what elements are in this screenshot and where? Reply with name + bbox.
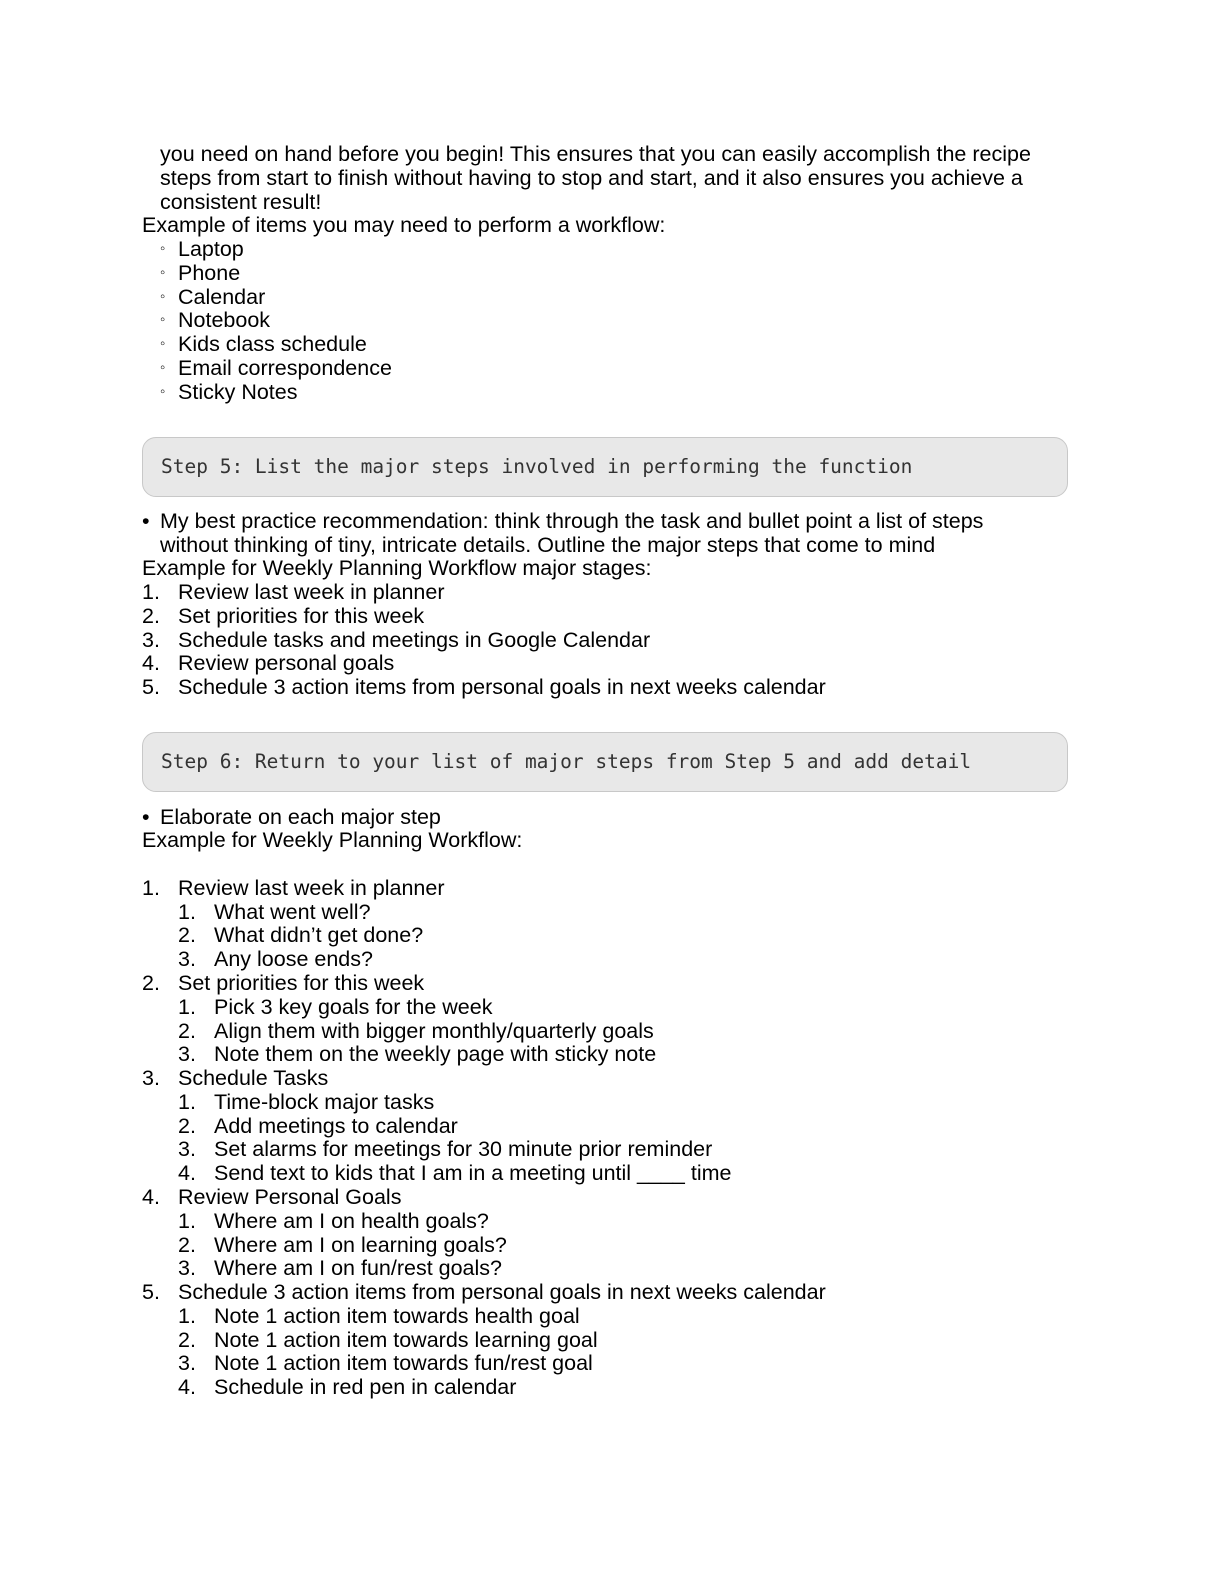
sub-list-number: 1. — [178, 995, 196, 1019]
list-item: Review last week in planner — [178, 580, 445, 604]
sub-list-item: Where am I on fun/rest goals? — [214, 1256, 503, 1280]
list-item: Schedule tasks and meetings in Google Calendar — [178, 628, 651, 652]
sub-list-number: 1. — [178, 900, 196, 924]
sub-list-item: Add meetings to calendar — [214, 1114, 458, 1138]
list-bullet-icon: ◦ — [160, 264, 166, 281]
step-6-title: Step 6: Return to your list of major steps from Step 5 and add detail — [161, 750, 972, 773]
list-number: 3. — [142, 628, 160, 652]
list-number: 2. — [142, 604, 160, 628]
list-item: Review Personal Goals — [178, 1185, 402, 1209]
sub-list-item: Pick 3 key goals for the week — [214, 995, 493, 1019]
sub-list-number: 3. — [178, 1042, 196, 1066]
sub-list-number: 3. — [178, 1137, 196, 1161]
step-6-bullet-text: Elaborate on each major step — [160, 805, 441, 829]
sub-list-item: Time-block major tasks — [214, 1090, 435, 1114]
list-bullet-icon: ◦ — [160, 359, 166, 376]
step-5-title: Step 5: List the major steps involved in performing the function — [161, 455, 913, 478]
sub-list-item: Send text to kids that I am in a meeting until ____ time — [214, 1161, 732, 1185]
items-example-heading: Example of items you may need to perform a workflow: — [142, 213, 666, 237]
list-item: Set priorities for this week — [178, 971, 425, 995]
list-item: Schedule 3 action items from personal goals in next weeks calendar — [178, 1280, 826, 1304]
list-number: 1. — [142, 580, 160, 604]
sub-list-number: 2. — [178, 1019, 196, 1043]
step-5-bullet-line-2: without thinking of tiny, intricate details. Outline the major steps that come to mind — [160, 533, 936, 557]
list-bullet-icon: ◦ — [160, 240, 166, 257]
list-item: Review personal goals — [178, 651, 395, 675]
sub-list-number: 1. — [178, 1209, 196, 1233]
intro-line-1: you need on hand before you begin! This ensures that you can easily accomplish the recipe — [160, 142, 1031, 166]
list-item: Sticky Notes — [178, 380, 298, 404]
sub-list-item: Set alarms for meetings for 30 minute prior reminder — [214, 1137, 713, 1161]
list-item: Email correspondence — [178, 356, 392, 380]
step-6-example-heading: Example for Weekly Planning Workflow: — [142, 828, 523, 852]
list-bullet-icon: ◦ — [160, 288, 166, 305]
sub-list-item: Any loose ends? — [214, 947, 373, 971]
sub-list-item: Schedule in red pen in calendar — [214, 1375, 517, 1399]
sub-list-number: 2. — [178, 1328, 196, 1352]
sub-list-number: 3. — [178, 947, 196, 971]
sub-list-number: 1. — [178, 1304, 196, 1328]
list-number: 3. — [142, 1066, 160, 1090]
list-item: Set priorities for this week — [178, 604, 425, 628]
list-item: Calendar — [178, 285, 266, 309]
sub-list-number: 4. — [178, 1375, 196, 1399]
list-number: 4. — [142, 651, 160, 675]
list-item: Review last week in planner — [178, 876, 445, 900]
list-bullet-icon: ◦ — [160, 311, 166, 328]
sub-list-item: What went well? — [214, 900, 371, 924]
list-number: 4. — [142, 1185, 160, 1209]
sub-list-number: 3. — [178, 1256, 196, 1280]
sub-list-number: 2. — [178, 1233, 196, 1257]
sub-list-item: What didn’t get done? — [214, 923, 424, 947]
list-number: 2. — [142, 971, 160, 995]
step-5-bullet-line-1: My best practice recommendation: think through the task and bullet point a list of steps — [160, 509, 984, 533]
sub-list-number: 1. — [178, 1090, 196, 1114]
intro-line-2: steps from start to finish without having to stop and start, and it also ensures you achieve a — [160, 166, 1023, 190]
step-5-box — [142, 437, 1068, 497]
list-number: 1. — [142, 876, 160, 900]
list-item: Schedule Tasks — [178, 1066, 329, 1090]
sub-list-item: Where am I on learning goals? — [214, 1233, 507, 1257]
step-5-example-heading: Example for Weekly Planning Workflow major stages: — [142, 556, 652, 580]
list-item: Schedule 3 action items from personal goals in next weeks calendar — [178, 675, 826, 699]
list-item: Kids class schedule — [178, 332, 367, 356]
sub-list-item: Note 1 action item towards learning goal — [214, 1328, 598, 1352]
step-6-box — [142, 732, 1068, 792]
sub-list-number: 2. — [178, 923, 196, 947]
sub-list-number: 2. — [178, 1114, 196, 1138]
list-bullet-icon: ◦ — [160, 383, 166, 400]
list-item: Notebook — [178, 308, 271, 332]
list-number: 5. — [142, 1280, 160, 1304]
list-item: Phone — [178, 261, 241, 285]
sub-list-item: Note them on the weekly page with sticky note — [214, 1042, 657, 1066]
bullet-icon: • — [142, 805, 150, 829]
sub-list-number: 4. — [178, 1161, 196, 1185]
bullet-icon: • — [142, 509, 150, 533]
list-item: Laptop — [178, 237, 244, 261]
intro-line-3: consistent result! — [160, 190, 322, 214]
sub-list-item: Note 1 action item towards health goal — [214, 1304, 580, 1328]
list-bullet-icon: ◦ — [160, 335, 166, 352]
list-number: 5. — [142, 675, 160, 699]
sub-list-item: Note 1 action item towards fun/rest goal — [214, 1351, 593, 1375]
sub-list-number: 3. — [178, 1351, 196, 1375]
sub-list-item: Align them with bigger monthly/quarterly goals — [214, 1019, 654, 1043]
sub-list-item: Where am I on health goals? — [214, 1209, 489, 1233]
